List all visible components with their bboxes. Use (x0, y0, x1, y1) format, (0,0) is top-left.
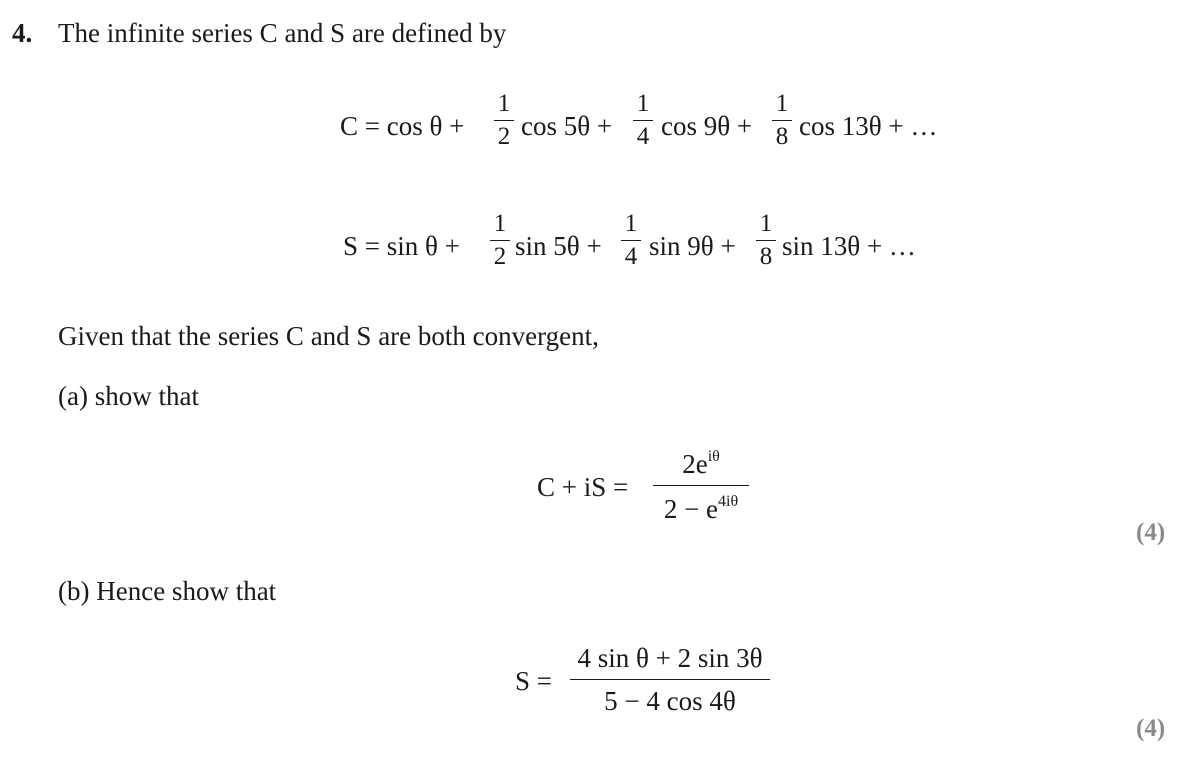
part-a-numerator: $2e^{i\theta}$ (682, 448, 720, 479)
part-b-denominator: 5 − 4 cos 4θ (604, 686, 736, 716)
series-s-term2: sin 9θ + (649, 231, 736, 261)
series-c-fraction-2: 1 4 (633, 91, 653, 149)
series-s-fraction-1: 1 2 (490, 211, 510, 269)
part-a-lhs: C + iS = (537, 472, 629, 502)
part-b-label: (b) Hence show that (58, 576, 277, 606)
series-c-fraction-3: 1 8 (772, 91, 792, 149)
series-s-fraction-3: 1 8 (756, 211, 776, 269)
series-c-term0: C = cos θ + (340, 111, 465, 141)
series-s-term3: sin 13θ + … (782, 231, 916, 261)
part-b-fraction (570, 645, 770, 715)
part-a-label: (a) show that (58, 381, 199, 411)
series-c-term3: cos 13θ + … (799, 111, 938, 141)
series-c-term2: cos 9θ + (661, 111, 753, 141)
series-c-fraction-1: 1 2 (494, 91, 514, 149)
part-b-lhs: S = (515, 666, 552, 696)
series-s-term0: S = sin θ + (343, 231, 460, 261)
part-a-fraction (653, 449, 749, 523)
part-b-numerator: 4 sin θ + 2 sin 3θ (577, 643, 763, 673)
question-intro: The infinite series C and S are defined by (58, 18, 507, 48)
part-b-marks: (4) (1136, 715, 1166, 742)
part-a-marks: (4) (1136, 519, 1166, 546)
part-a-denominator: $2 - e^{4i\theta}$ (663, 493, 739, 524)
question-number: 4. (12, 18, 33, 48)
series-s-fraction-2: 1 4 (621, 211, 641, 269)
series-c-term1: cos 5θ + (521, 111, 613, 141)
series-s-term1: sin 5θ + (515, 231, 602, 261)
given-statement: Given that the series C and S are both convergent, (58, 321, 599, 351)
